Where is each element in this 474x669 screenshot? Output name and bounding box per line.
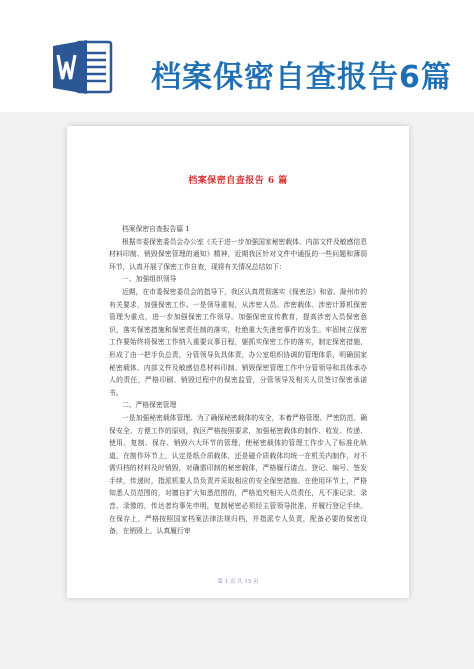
body-paragraph: 近期，在市委保密委员会的指导下，我区认真贯彻落实《保密法》和省、滁州市的有关要求，加强保密工作。一是领导重视，从涉密人员、涉密载体、涉密计算机保密管理为重点，进一步加强保密工作领导。加强保密宣传教育，提高涉密人员保密意识，落实保密措施和保密责任制的落实，杜绝重大失泄密事件的发生。牢固树立保密工作要始终将保密工作纳入重要议事日程，躯抓实保密工作的落实，制定保密措施，形成了由一把手负总责，分管领导负具体责，办公室组织协调的管理体系，明确国家秘密载体、内部文件及敏感信息材料印制、销毁保密管理工作中分管领导和具体承办人的责任，严格印刷、销毁过程中的保密监管，分管领导及相关人员签订保密承诺书。 xyxy=(109,287,367,397)
header-banner xyxy=(0,0,474,112)
page-title: 档案保密自查报告6篇 xyxy=(151,60,452,95)
document-title: 档案保密自查报告 6 篇 xyxy=(188,176,288,186)
section-heading: 二、严格保密管理 xyxy=(122,401,177,410)
page-indicator: 第 1 页 共 15 页 xyxy=(217,579,259,585)
document-page xyxy=(67,126,409,598)
body-paragraph: 一是加强秘密载体管理。为了确保秘密载体的安全，本着严格管理、严密防范、确保安全、方便工作的原则，我区严格按照要求，加强秘密载体的制作、收发、传递、使用、复制、保存、销毁六大环节的管理，使秘密载体的管理工作步入了标准化轨道。在制作环节上，认定是纸介质载体，还是磁介质载体均统一在机关内制作，对不需归档的材料及时销毁，对确需印制的秘密载体，严格履行请点、登记、编号、签发手续，传递时，指派机要人员负责并采取相应的安全保密措施。在使用环节上，严格知悉人员范围的，对擅自扩大知悉范围的，严格追究相关人员责任，凡不准记录、录音、录像的，传达者均事先申明，复制秘密必须经主管领导批准，并履行登记手续。在保存上，严格按照国家档案法律法规归档，并指派专人负责，配备必要的保密设备，在销毁上，认真履行审 xyxy=(109,413,367,536)
body-paragraph: 根据市委保密委员会办公室《关于进一步加强国家秘密载体、内部文件及敏感信息材料印制、销毁保密管理的通知》精神，近期我区针对文件中通报的一些问题和薄弱环节，认真开展了保密工作自查，现将有关情况总结如下： xyxy=(109,237,367,271)
section-heading: 档案保密自查报告篇 1 xyxy=(122,225,190,233)
section-heading: 一、加强组织领导 xyxy=(122,275,177,284)
document-body xyxy=(109,223,367,538)
word-document-icon xyxy=(53,38,113,96)
